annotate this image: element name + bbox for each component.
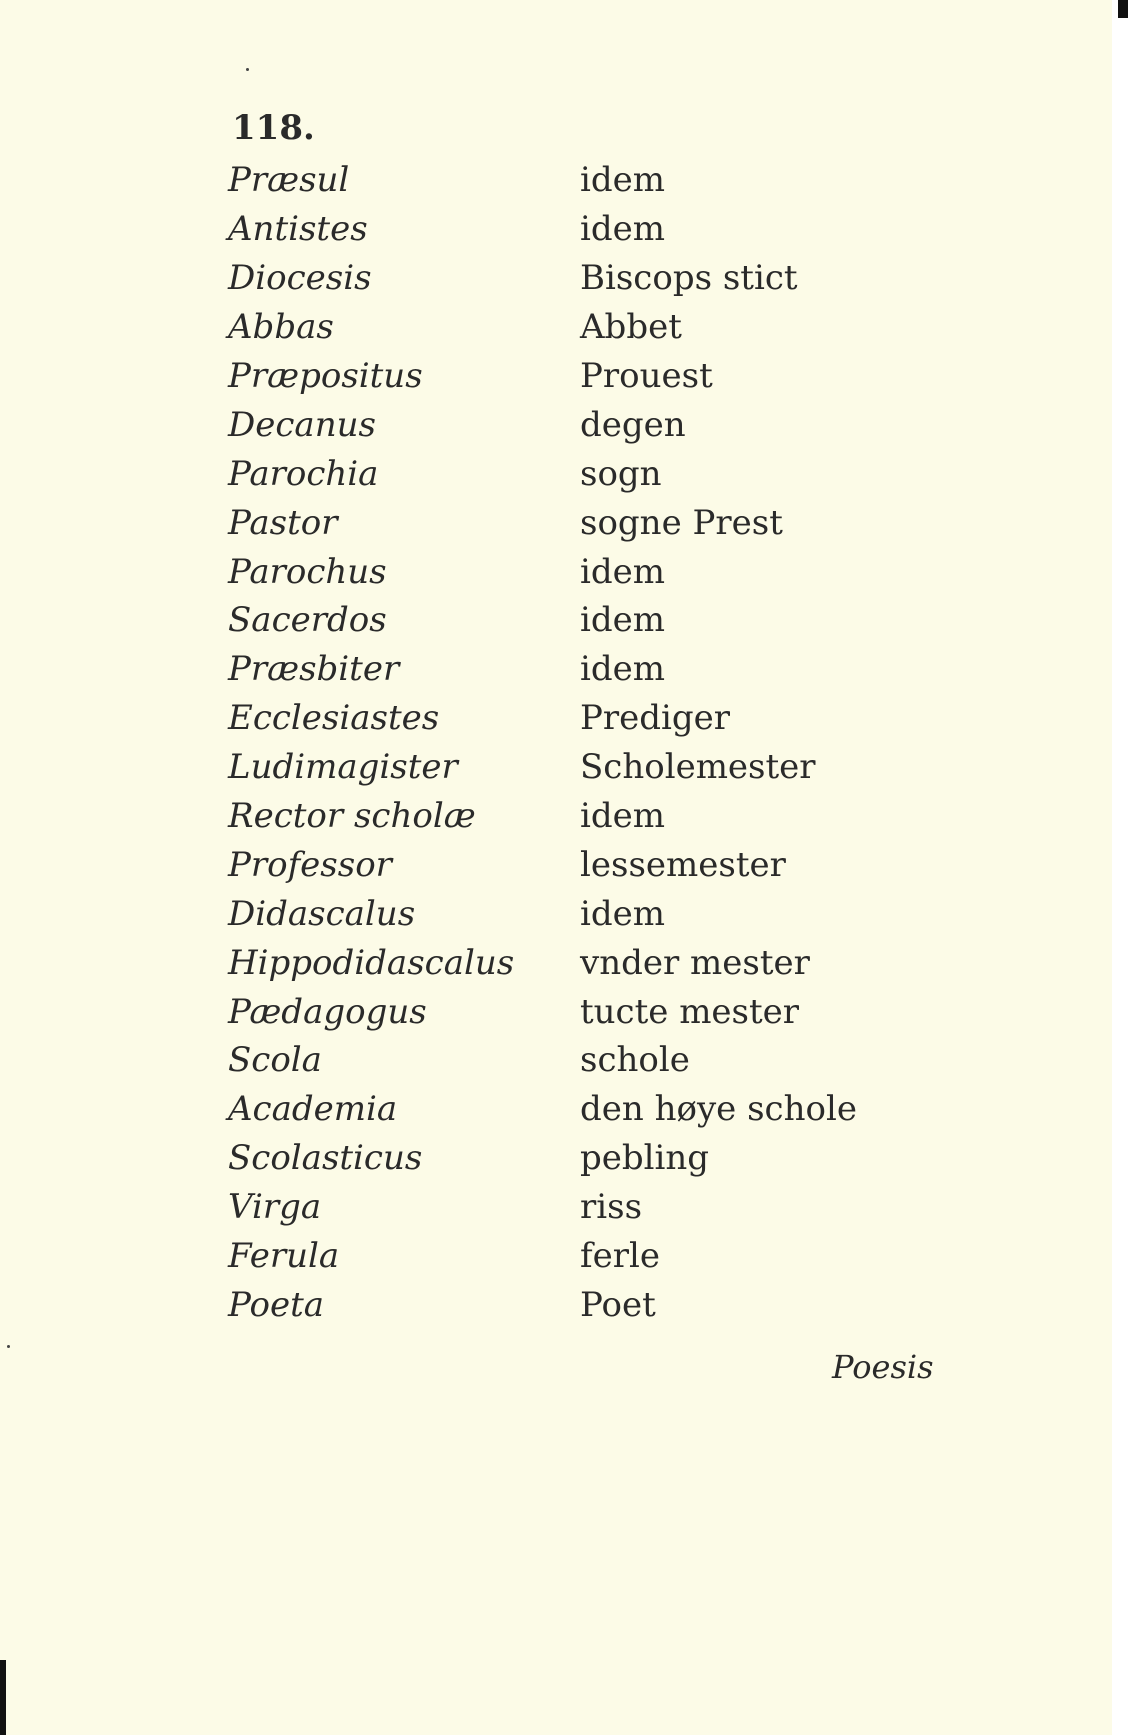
- ink-speck: [7, 1345, 10, 1348]
- glossary-list: [228, 156, 908, 1329]
- latin-term: Sacerdos: [228, 600, 387, 641]
- latin-term: Ludimagister: [228, 747, 458, 788]
- scan-edge-left: [0, 1660, 6, 1735]
- latin-term: Parochia: [228, 453, 379, 494]
- latin-term: Antistes: [228, 209, 368, 250]
- vernacular-term: Abbet: [580, 307, 682, 348]
- glossary-entry: [228, 840, 908, 889]
- vernacular-term: degen: [580, 404, 686, 445]
- vernacular-term: idem: [580, 649, 665, 690]
- glossary-entry: [228, 938, 908, 987]
- scan-edge-right: [1118, 0, 1128, 18]
- vernacular-term: Poet: [580, 1284, 656, 1325]
- glossary-entry: [228, 1134, 908, 1183]
- latin-term: Pædagogus: [228, 991, 427, 1032]
- glossary-entry: [228, 1280, 908, 1329]
- glossary-entry: [228, 645, 908, 694]
- vernacular-term: idem: [580, 209, 665, 250]
- glossary-entry: [228, 205, 908, 254]
- vernacular-term: riss: [580, 1187, 643, 1228]
- glossary-entry: [228, 352, 908, 401]
- vernacular-term: Prouest: [580, 356, 713, 396]
- vernacular-term: vnder mester: [580, 942, 810, 983]
- vernacular-term: idem: [580, 600, 665, 641]
- latin-term: Diocesis: [228, 258, 372, 299]
- glossary-entry: [228, 303, 908, 352]
- latin-term: Præpositus: [228, 356, 423, 396]
- latin-term: Professor: [228, 844, 392, 885]
- glossary-entry: [228, 1085, 908, 1134]
- vernacular-term: Prediger: [580, 698, 731, 739]
- vernacular-term: lessemester: [580, 844, 786, 885]
- vernacular-term: sogn: [580, 453, 662, 494]
- catchword: Poesis: [832, 1348, 934, 1386]
- vernacular-term: sogne Prest: [580, 502, 783, 543]
- glossary-entry: [228, 449, 908, 498]
- glossary-entry: [228, 1232, 908, 1281]
- vernacular-term: idem: [580, 893, 665, 934]
- latin-term: Ferula: [228, 1236, 340, 1277]
- latin-term: Academia: [228, 1089, 398, 1130]
- glossary-entry: [228, 1183, 908, 1232]
- vernacular-term: pebling: [580, 1138, 710, 1179]
- latin-term: Præsul: [228, 160, 350, 201]
- glossary-entry: [228, 254, 908, 303]
- glossary-entry: [228, 156, 908, 205]
- vernacular-term: schole: [580, 1040, 690, 1081]
- latin-term: Scola: [228, 1040, 322, 1081]
- latin-term: Pastor: [228, 502, 338, 543]
- glossary-entry: [228, 694, 908, 743]
- glossary-entry: [228, 889, 908, 938]
- latin-term: Parochus: [228, 551, 387, 592]
- ink-speck: [246, 68, 249, 71]
- glossary-entry: [228, 596, 908, 645]
- vernacular-term: idem: [580, 551, 665, 592]
- glossary-entry: [228, 498, 908, 547]
- vernacular-term: tucte mester: [580, 991, 800, 1032]
- latin-term: Rector scholæ: [228, 796, 476, 837]
- vernacular-term: idem: [580, 160, 665, 201]
- vernacular-term: den høye schole: [580, 1089, 857, 1130]
- glossary-entry: [228, 400, 908, 449]
- vernacular-term: idem: [580, 796, 665, 837]
- vernacular-term: Biscops stict: [580, 258, 798, 299]
- vernacular-term: ferle: [580, 1236, 660, 1277]
- glossary-entry: [228, 987, 908, 1036]
- latin-term: Virga: [228, 1187, 322, 1228]
- glossary-entry: [228, 792, 908, 841]
- latin-term: Decanus: [228, 404, 376, 445]
- glossary-entry: [228, 1036, 908, 1085]
- latin-term: Abbas: [228, 307, 334, 348]
- latin-term: Scolasticus: [228, 1138, 423, 1179]
- latin-term: Hippodidascalus: [228, 942, 515, 983]
- latin-term: Præsbiter: [228, 649, 400, 690]
- glossary-entry: [228, 743, 908, 792]
- latin-term: Poeta: [228, 1284, 325, 1325]
- glossary-entry: [228, 547, 908, 596]
- page-number: 118.: [232, 108, 315, 148]
- latin-term: Didascalus: [228, 893, 416, 934]
- vernacular-term: Scholemester: [580, 747, 816, 788]
- latin-term: Ecclesiastes: [228, 698, 440, 739]
